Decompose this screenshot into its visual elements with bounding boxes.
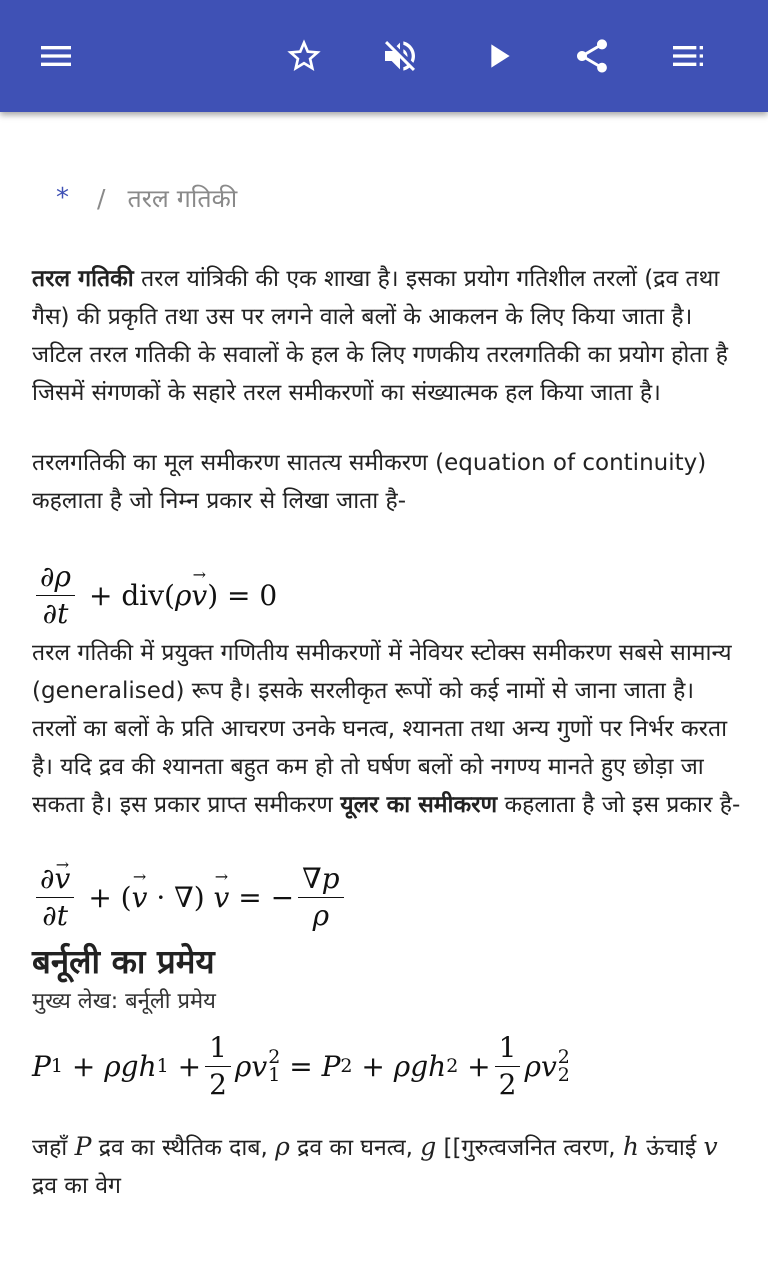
- breadcrumb: [32, 178, 742, 218]
- share-icon: [572, 36, 612, 76]
- legend-symbol-h: h: [622, 1132, 639, 1161]
- intro-text: तरल यांत्रिकी की एक शाखा है। इसका प्रयोग गतिशील तरलों (द्रव तथा गैस) की प्रकृति तथा उस पर लगने वाले बलों के आकलन के लिए किया जाता है। जटिल तरल गतिकी के सवालों के हल के लिए गणकीय तरलगतिकी का प्रयोग होता है जिसमें संगणकों के सहारे तरल समीकरणों का संख्यात्मक हल किया जाता है।: [32, 266, 728, 406]
- euler-equation-term: यूलर का समीकरण: [340, 792, 498, 818]
- intro-term: तरल गतिकी: [32, 266, 134, 292]
- legend-text-3: द्रव का घनत्व,: [289, 1135, 421, 1161]
- intro-paragraph: [32, 260, 742, 412]
- menu-icon: [36, 36, 76, 76]
- legend-symbol-p: P: [74, 1132, 92, 1161]
- star-icon: [284, 36, 324, 76]
- continuity-paragraph: तरलगतिकी का मूल समीकरण सातत्य समीकरण (equation of continuity) कहलाता है जो निम्न प्रकार से लिखा जाता है-: [32, 450, 707, 514]
- legend-text-2: द्रव का स्थैतिक दाब,: [91, 1135, 276, 1161]
- playlist-icon: [668, 36, 708, 76]
- contents-button[interactable]: [660, 28, 716, 84]
- mute-button[interactable]: [372, 28, 428, 84]
- volume-off-icon: [380, 36, 420, 76]
- legend-text-1: जहाँ: [32, 1135, 75, 1161]
- play-icon: [478, 36, 518, 76]
- legend-symbol-g: g: [420, 1132, 437, 1161]
- app-bar: [0, 0, 768, 112]
- navier-stokes-tail: कहलाता है जो इस प्रकार है-: [497, 792, 741, 818]
- breadcrumb-home-link[interactable]: *: [56, 183, 69, 213]
- legend-text-6: द्रव का वेग: [32, 1173, 121, 1199]
- article-content: [32, 112, 742, 1205]
- bookmark-button[interactable]: [276, 28, 332, 84]
- legend-text-5: ऊंचाई: [638, 1135, 704, 1161]
- legend-symbol-rho: ρ: [275, 1132, 290, 1161]
- navier-stokes-text: तरल गतिकी में प्रयुक्त गणितीय समीकरणों में नेवियर स्टोक्स समीकरण सबसे सामान्य (generalised) रूप है। इसके सरलीकृत रूपों को कई नामों से जाना जाता है। तरलों का बलों के प्रति आचरण उनके घनत्व, श्यानता तथा अन्य गुणों पर निर्भर करता है। यदि द्रव की श्यानता बहुत कम हो तो घर्षण बलों को नगण्य मानते हुए छोड़ा जा सकता है। इस प्रकार प्राप्त समीकरण: [32, 640, 732, 818]
- legend-symbol-v: v: [703, 1132, 718, 1161]
- bernoulli-legend-paragraph: [32, 1128, 742, 1205]
- section-title-bernoulli: बर्नूली का प्रमेय: [32, 942, 215, 981]
- play-button[interactable]: [470, 28, 526, 84]
- share-button[interactable]: [564, 28, 620, 84]
- breadcrumb-current: तरल गतिकी: [127, 184, 238, 213]
- main-article-link[interactable]: मुख्य लेख: बर्नूली प्रमेय: [32, 989, 216, 1014]
- continuity-equation: $\frac{\partial\rho}{\partial t}$ + div( ρ → v ) = 0: [32, 556, 742, 634]
- euler-equation: $\frac{\partial\to v}{\partial t}$ + ( → v · ∇) → v = − $\frac{\nabla p}{\rho}$: [32, 858, 742, 936]
- bernoulli-equation: P 1 + ρgh 1 + $\frac{1}{2}$ ρv 2 1 = P 2 + ρgh 2 + $\frac{1}{2}$ ρv 2 2: [32, 1030, 570, 1101]
- breadcrumb-separator: /: [97, 183, 106, 213]
- navier-stokes-paragraph: [32, 634, 742, 824]
- legend-text-4: [[गुरुत्वजनित त्वरण,: [436, 1135, 623, 1161]
- menu-button[interactable]: [28, 28, 84, 84]
